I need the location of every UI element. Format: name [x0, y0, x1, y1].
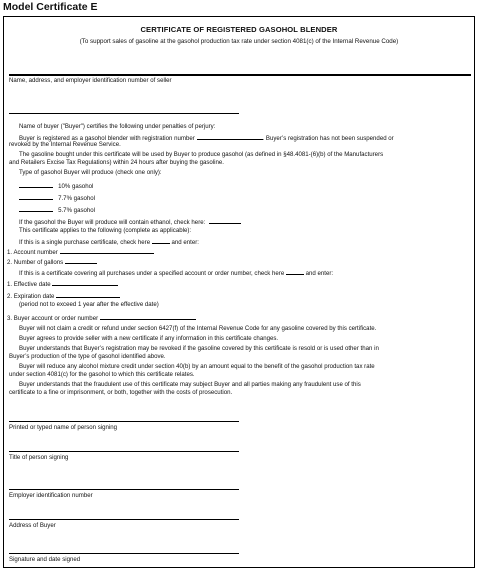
gasoline-line-a: The gasoline bought under this certificate will be used by Buyer to produce gasohol (as defined in §48.4081-(6)(b) of the Manufacturers [19, 151, 384, 158]
option-10-label: 10% gasohol [58, 183, 94, 190]
covering-text: If this is a certificate covering all purchases under a specified account or order number, check here [19, 270, 285, 277]
address-field[interactable] [9, 519, 239, 520]
order-number-line [7, 313, 196, 322]
certificate-form [3, 16, 475, 568]
covering-checkbox[interactable] [286, 268, 304, 275]
certificate-title: CERTIFICATE OF REGISTERED GASOHOL BLENDER [140, 25, 338, 34]
reduce-line-a: Buyer will reduce any alcohol mixture credit under section 40(b) by an amount equal to the benefit of the gasohol production tax rate [19, 363, 375, 370]
reduce-line-b: under section 4081(c) for the gasohol to which this certificate relates. [9, 371, 195, 378]
account-number-line [7, 247, 154, 256]
fraud-line-a: Buyer understands that the fraudulent use of this certificate may subject Buyer and all parties making any fraudulent use of this [19, 381, 361, 388]
expiration-date-line [7, 291, 120, 300]
gallons-field[interactable] [65, 257, 97, 264]
option-5-7-checkbox[interactable] [19, 205, 53, 212]
expiration-date-field[interactable] [56, 291, 120, 298]
effective-date-line [7, 279, 118, 288]
single-purchase-checkbox[interactable] [152, 237, 170, 244]
effective-date-label: 1. Effective date [7, 281, 51, 288]
account-number-field[interactable] [60, 247, 154, 254]
printed-name-field[interactable] [9, 421, 239, 422]
title-label: Title of person signing [9, 454, 69, 461]
gasohol-type-question: Type of gasohol Buyer will produce (check one only): [19, 169, 162, 176]
ethanol-checkbox[interactable] [209, 217, 241, 224]
seller-label: Name, address, and employer identification number of seller [9, 77, 172, 84]
document-heading: Model Certificate E [3, 1, 98, 13]
signature-field[interactable] [9, 553, 239, 554]
account-number-label: 1. Account number [7, 249, 58, 256]
option-5-7-label: 5.7% gasohol [58, 207, 96, 214]
order-number-label: 3. Buyer account or order number [7, 315, 99, 322]
effective-date-field[interactable] [52, 279, 118, 286]
option-10-checkbox[interactable] [19, 181, 53, 188]
applies-line: This certificate applies to the following (complete as applicable): [19, 227, 192, 234]
registration-status-text: . Buyer’s registration has not been suspended or [262, 135, 394, 142]
expiration-date-label: 2. Expiration date [7, 293, 55, 300]
covering-enter: and enter: [305, 270, 334, 277]
option-10-percent [19, 181, 93, 190]
ein-label: Employer identification number [9, 492, 93, 499]
certificate-subtitle: (To support sales of gasoline at the gasohol production tax rate under section 4081(c) of the Internal Revenue Code) [79, 38, 399, 45]
seller-line[interactable] [9, 113, 239, 114]
registration-text: Buyer is registered as a gasohol blender with registration number [19, 135, 195, 142]
single-purchase-enter: and enter: [171, 239, 199, 246]
revoked-line-a: Buyer understands that Buyer’s registration may be revoked if the gasoline covered by this certificate is resold or is used other than in [19, 345, 379, 352]
gallons-label: 2. Number of gallons [7, 259, 64, 266]
revoked-line-b: Buyer’s production of the type of gasohol identified above. [9, 353, 166, 360]
address-label: Address of Buyer [9, 522, 56, 529]
ein-field[interactable] [9, 489, 239, 490]
fraud-line-b: certificate to a fine or imprisonment, or both, together with the costs of prosecution. [9, 389, 233, 396]
option-7-7-percent [19, 193, 95, 202]
gasoline-line-b: and Retailers Excise Tax Regulations) within 24 hours after buying the gasoline. [9, 159, 224, 166]
claim-line: Buyer will not claim a credit or refund under section 6427(f) of the Internal Revenue Code for any gasoline covered by this certificate. [19, 325, 377, 332]
title-field[interactable] [9, 451, 239, 452]
gallons-line [7, 257, 97, 266]
ethanol-text: If the gasohol the Buyer will produce will contain ethanol, check here: [19, 219, 206, 226]
ethanol-line [19, 217, 241, 226]
period-note: (period not to exceed 1 year after the effective date) [19, 301, 159, 308]
order-number-field[interactable] [100, 313, 196, 320]
notice-line: Buyer agrees to provide seller with a new certificate if any information in this certificate changes. [19, 335, 279, 342]
option-7-7-label: 7.7% gasohol [58, 195, 96, 202]
covering-line [19, 268, 333, 277]
option-5-7-percent [19, 205, 95, 214]
seller-top-rule [9, 74, 471, 76]
perjury-line: Name of buyer ("Buyer") certifies the following under penalties of perjury: [19, 123, 216, 130]
registration-number-field[interactable] [197, 133, 263, 140]
signature-label: Signature and date signed [9, 556, 81, 563]
revoked-line: revoked by the Internal Revenue Service. [9, 141, 121, 148]
option-7-7-checkbox[interactable] [19, 193, 53, 200]
printed-name-label: Printed or typed name of person signing [9, 424, 118, 431]
single-purchase-text: If this is a single purchase certificate, check here [19, 239, 151, 246]
single-purchase-line [19, 237, 199, 246]
